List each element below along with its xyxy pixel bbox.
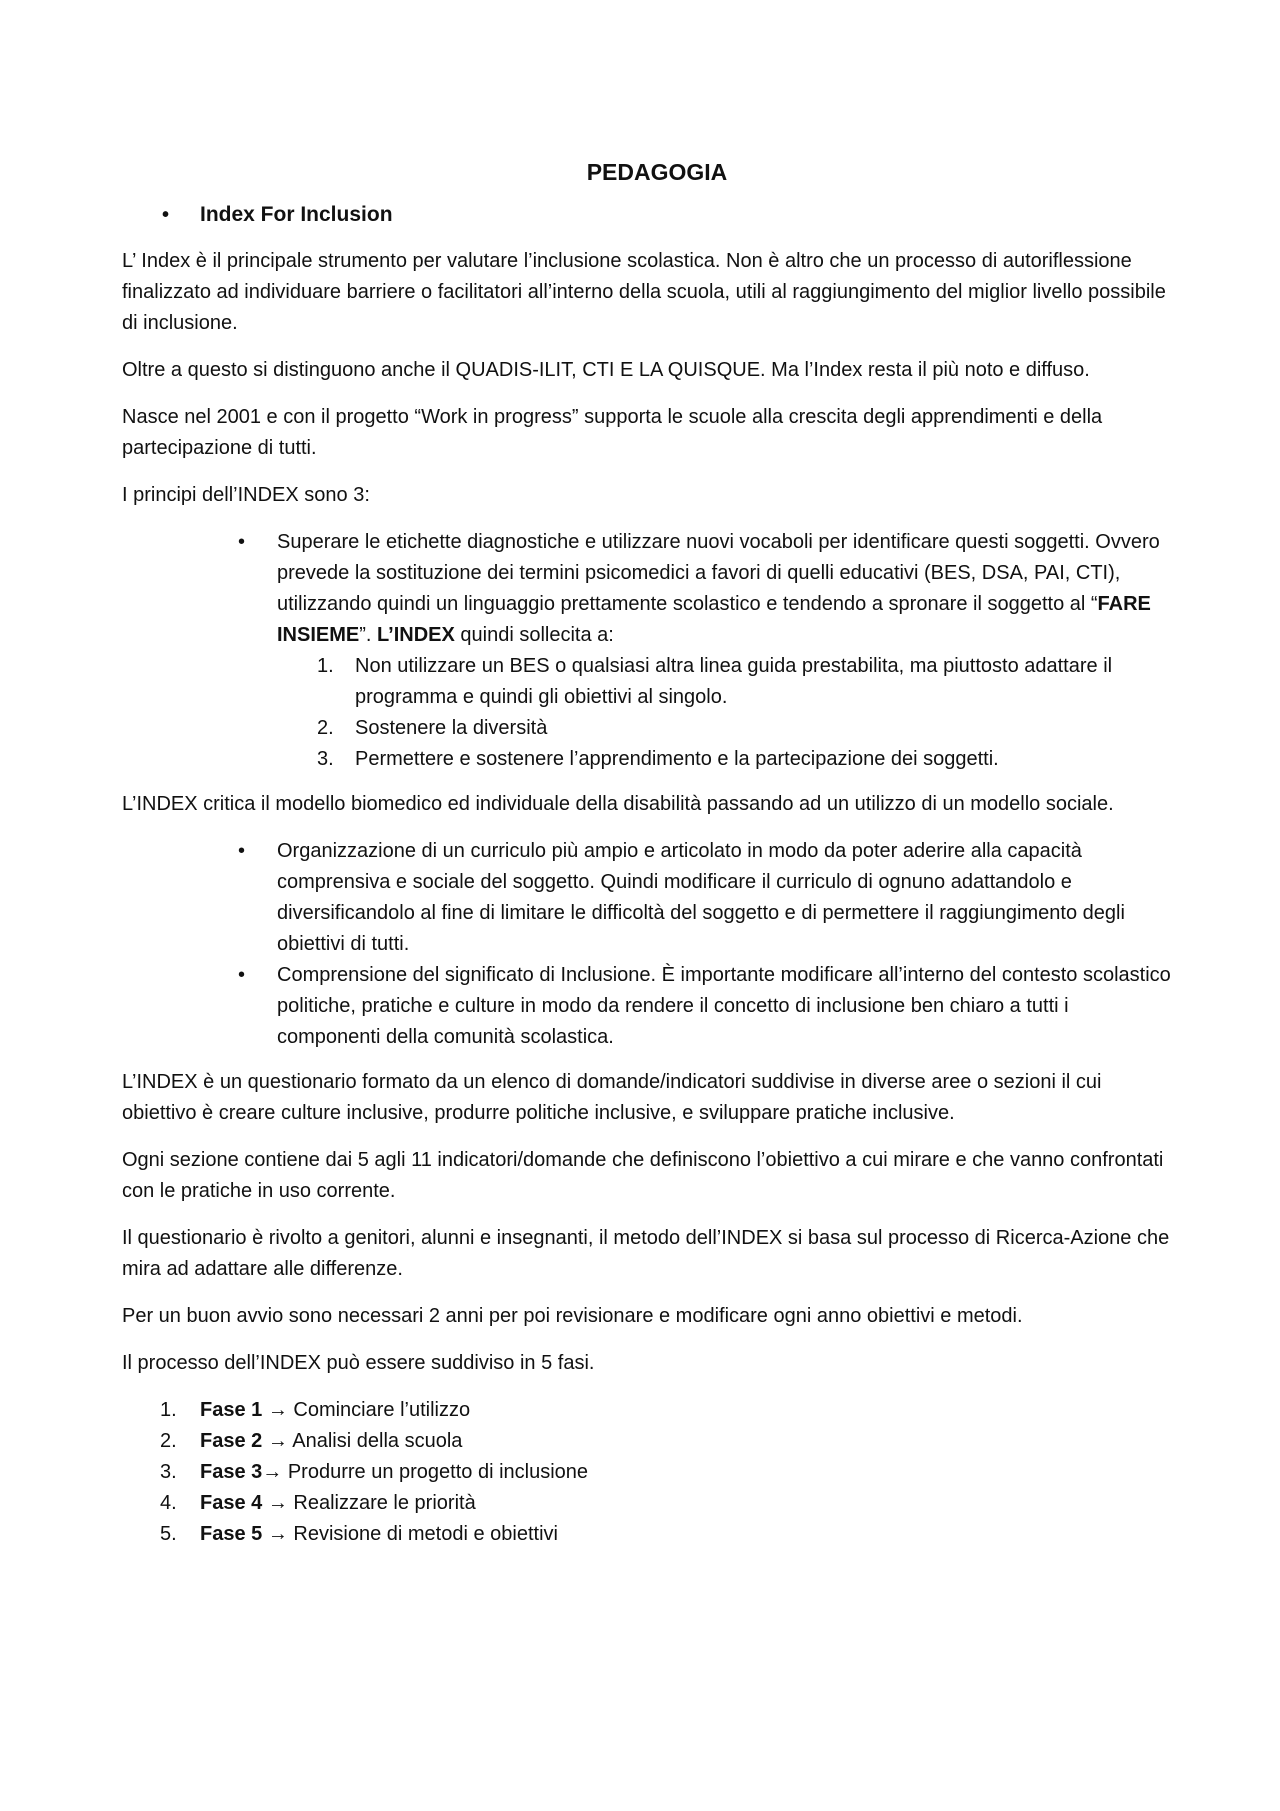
list-number: 3. [317,748,334,770]
phase-label: Fase 1 [200,1399,263,1421]
list-number: 2. [317,717,334,739]
phase-label: Fase 3 [200,1461,263,1483]
list-number: 1. [160,1399,177,1421]
phase-label: Fase 2 [200,1430,263,1452]
paragraph-origin: Nasce nel 2001 e con il progetto “Work in progress” supporta le scuole alla crescita degli apprendimenti e della partecipazione di tutti. [122,406,1103,459]
list-item [122,836,1172,960]
list-item [277,713,1172,744]
paragraph-other-tools: Oltre a questo si distinguono anche il QUADIS-ILIT, CTI E LA QUISQUE. Ma l’Index resta il più noto e diffuso. [122,359,1090,381]
list-number: 2. [160,1430,177,1452]
list-number: 5. [160,1523,177,1545]
list-item [122,1426,1172,1457]
paragraph-principles-intro: I principi dell’INDEX sono 3: [122,484,370,506]
list-item [122,1457,1172,1488]
arrow-icon: → [262,1523,294,1545]
principle-bold-b: L’INDEX [377,624,455,646]
phase-label: Fase 4 [200,1492,263,1514]
phase-text: Produrre un progetto di inclusione [287,1461,589,1483]
paragraph-audience: Il questionario è rivolto a genitori, alunni e insegnanti, il metodo dell’INDEX si basa sul processo di Ricerca-Azione che mira ad adattare alle differenze. [122,1227,1170,1280]
list-item [277,651,1172,713]
bullet-icon: • [238,531,246,553]
principle-text-a: Superare le etichette diagnostiche e utilizzare nuovi vocaboli per identificare questi soggetti. Ovvero prevede la sostituzione dei termini psicomedici a favori di quelli educativi (BES, DSA, PAI, CTI), utilizzando quindi un linguaggio prettamente scolastico e tendendo a spronare il soggetto al “ [277,531,1160,615]
list-item-text: Comprensione del significato di Inclusione. È importante modificare all’interno del contesto scolastico politiche, pratiche e culture in modo da rendere il concetto di inclusione ben chiaro a tutti i componenti della comunità scolastica. [277,964,1171,1048]
principle-bold-a: FARE INSIEME [277,593,1151,646]
list-item-text: Non utilizzare un BES o qualsiasi altra linea guida prestabilita, ma piuttosto adattare il programma e quindi gli obiettivi al singolo. [355,655,1113,708]
list-item-text: Sostenere la diversità [355,717,548,739]
principles-list-1 [122,527,1172,775]
list-number: 3. [160,1461,177,1483]
arrow-icon: → [262,1430,293,1452]
arrow-icon: → [262,1399,294,1421]
section-heading [162,199,1172,231]
section-heading-text: Index For Inclusion [200,203,393,226]
list-item [277,744,1172,775]
paragraph-phases-intro: Il processo dell’INDEX può essere suddiviso in 5 fasi. [122,1352,595,1374]
principle-sub-list [277,651,1172,775]
bullet-icon: • [238,964,246,986]
arrow-icon: → [262,1492,294,1514]
paragraph-duration: Per un buon avvio sono necessari 2 anni per poi revisionare e modificare ogni anno obiettivi e metodi. [122,1305,1023,1327]
phase-text: Realizzare le priorità [293,1492,476,1514]
list-number: 4. [160,1492,177,1514]
arrow-icon: → [262,1461,288,1483]
list-item [122,1395,1172,1426]
phases-list [122,1395,1172,1550]
phase-label: Fase 5 [200,1523,263,1545]
document-content [122,155,1172,1550]
bullet-icon: • [162,204,170,226]
phase-text: Analisi della scuola [292,1430,463,1452]
list-item [122,1488,1172,1519]
paragraph-biomedical-critique: L’INDEX critica il modello biomedico ed individuale della disabilità passando ad un utilizzo di un modello sociale. [122,793,1114,815]
phase-text: Revisione di metodi e obiettivi [293,1523,558,1545]
principle-text-b: ”. [359,624,378,646]
page-title: PEDAGOGIA [586,159,728,185]
paragraph-questionnaire: L’INDEX è un questionario formato da un elenco di domande/indicatori suddivise in diverse aree o sezioni il cui obiettivo è creare culture inclusive, produrre politiche inclusive, e sviluppare pratiche inclusive. [122,1071,1102,1124]
bullet-icon: • [238,840,246,862]
list-item [122,960,1172,1053]
phase-text: Cominciare l’utilizzo [293,1399,471,1421]
principle-text-c: quindi sollecita a: [454,624,614,646]
principles-list-2 [122,836,1172,1053]
list-item [122,527,1172,775]
list-item-text: Permettere e sostenere l’apprendimento e la partecipazione dei soggetti. [355,748,999,770]
paragraph-intro: L’ Index è il principale strumento per valutare l’inclusione scolastica. Non è altro che un processo di autoriflessione finalizzato ad individuare barriere o facilitatori all’interno della scuola, utili al raggiungimento del miglior livello possibile di inclusione. [122,250,1166,334]
list-item [122,1519,1172,1550]
list-number: 1. [317,655,334,677]
list-item-text: Organizzazione di un curriculo più ampio e articolato in modo da poter aderire alla capacità comprensiva e sociale del soggetto. Quindi modificare il curriculo di ognuno adattandolo e diversificandolo al fine di limitare le difficoltà del soggetto e di permettere il raggiungimento degli obiettivi di tutti. [277,840,1125,955]
paragraph-sections: Ogni sezione contiene dai 5 agli 11 indicatori/domande che definiscono l’obiettivo a cui mirare e che vanno confrontati con le pratiche in uso corrente. [122,1149,1164,1202]
